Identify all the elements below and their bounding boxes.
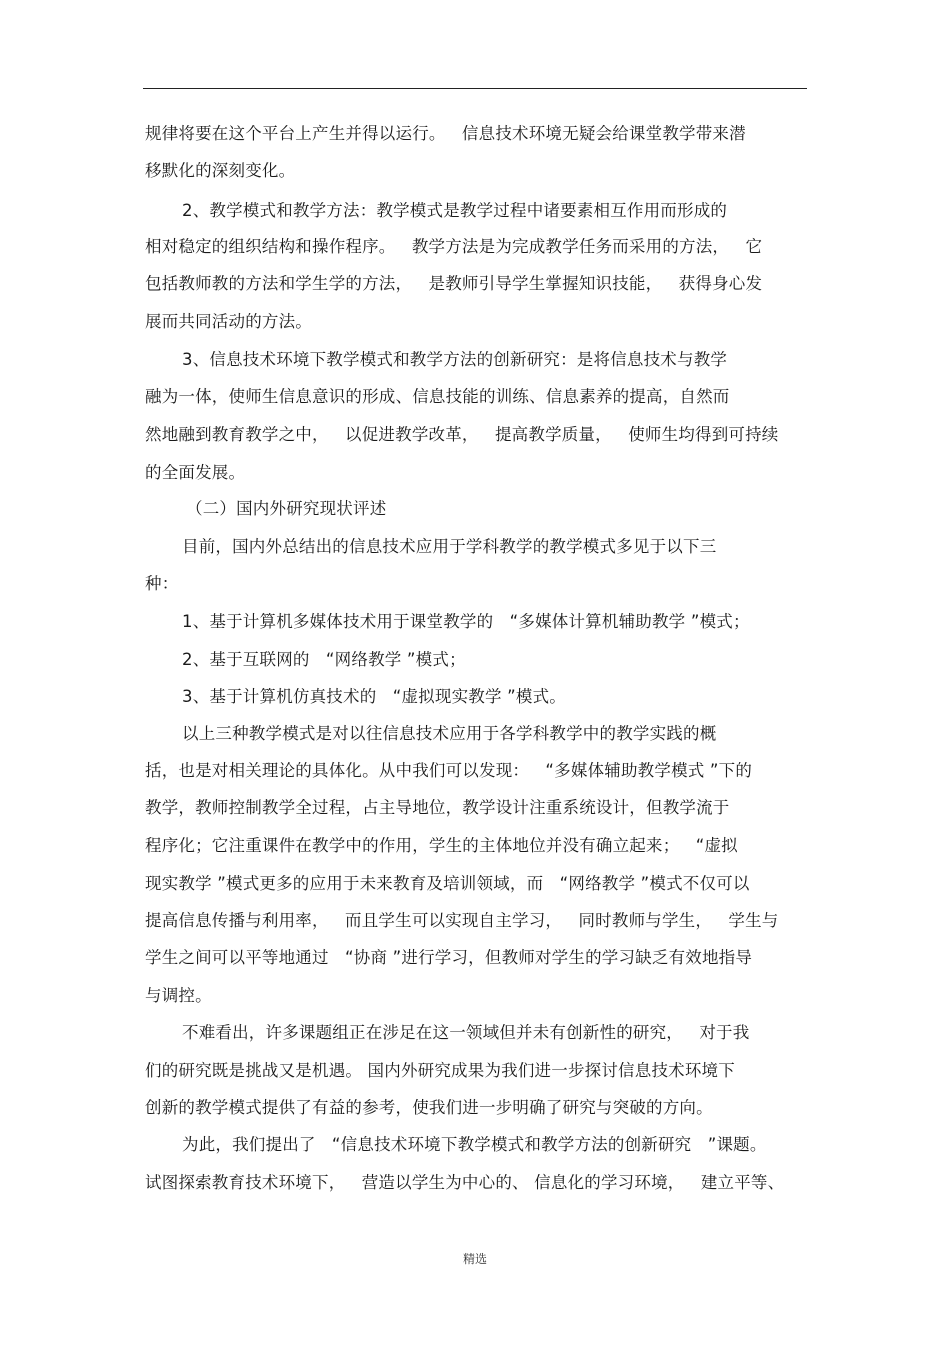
text-line: 与调控。 bbox=[145, 986, 212, 1005]
text-line: 规律将要在这个平台上产生并得以运行。 信息技术环境无疑会给课堂教学带来潜 bbox=[145, 124, 746, 143]
header-rule bbox=[143, 88, 807, 89]
section-heading: （二）国内外研究现状评述 bbox=[186, 499, 387, 518]
text-line: 提高信息传播与利用率， 而且学生可以实现自主学习， 同时教师与学生， 学生与 bbox=[145, 911, 779, 930]
text-line: 种： bbox=[145, 574, 179, 593]
text-line: 相对稳定的组织结构和操作程序。 教学方法是为完成教学任务而采用的方法， 它 bbox=[145, 237, 763, 256]
text-line: 们的研究既是挑战又是机遇。 国内外研究成果为我们进一步探讨信息技术环境下 bbox=[145, 1061, 735, 1080]
list-item: 1、基于计算机多媒体技术用于课堂教学的 “多媒体计算机辅助教学 ”模式； bbox=[182, 612, 750, 631]
page-footer: 精选 bbox=[462, 1252, 487, 1266]
list-item: 3、基于计算机仿真技术的 “虚拟现实教学 ”模式。 bbox=[182, 687, 566, 706]
text-line: 为此，我们提出了 “信息技术环境下教学模式和教学方法的创新研究 ”课题。 bbox=[182, 1135, 767, 1154]
text-line: 创新的教学模式提供了有益的参考，使我们进一步明确了研究与突破的方向。 bbox=[145, 1098, 713, 1117]
text-line: 试图探索教育技术环境下， 营造以学生为中心的、 信息化的学习环境， 建立平等、 bbox=[145, 1173, 785, 1192]
text-line: 学生之间可以平等地通过 “协商 ”进行学习，但教师对学生的学习缺乏有效地指导 bbox=[145, 948, 753, 967]
text-line: 不难看出，许多课题组正在涉足在这一领域但并未有创新性的研究， 对于我 bbox=[182, 1023, 750, 1042]
text-line: 3、信息技术环境下教学模式和教学方法的创新研究：是将信息技术与教学 bbox=[182, 350, 728, 369]
text-line: 程序化；它注重课件在教学中的作用，学生的主体地位并没有确立起来； “虚拟 bbox=[145, 836, 738, 855]
list-item: 2、基于互联网的 “网络教学 ”模式； bbox=[182, 650, 466, 669]
text-line: 展而共同活动的方法。 bbox=[145, 312, 312, 331]
text-line: 以上三种教学模式是对以往信息技术应用于各学科教学中的教学实践的概 bbox=[182, 724, 717, 743]
text-line: 然地融到教育教学之中， 以促进教学改革， 提高教学质量， 使师生均得到可持续 bbox=[145, 425, 779, 444]
text-line: 融为一体，使师生信息意识的形成、信息技能的训练、信息素养的提高，自然而 bbox=[145, 387, 730, 406]
text-line: 移默化的深刻变化。 bbox=[145, 161, 296, 180]
text-line: 括，也是对相关理论的具体化。从中我们可以发现： “多媒体辅助教学模式 ”下的 bbox=[145, 761, 753, 780]
text-line: 的全面发展。 bbox=[145, 463, 246, 482]
text-line: 现实教学 ”模式更多的应用于未来教育及培训领域，而 “网络教学 ”模式不仅可以 bbox=[145, 874, 750, 893]
text-line: 教学，教师控制教学全过程，占主导地位，教学设计注重系统设计，但教学流于 bbox=[145, 798, 730, 817]
text-line: 目前，国内外总结出的信息技术应用于学科教学的教学模式多见于以下三 bbox=[182, 537, 717, 556]
text-line: 包括教师教的方法和学生学的方法， 是教师引导学生掌握知识技能， 获得身心发 bbox=[145, 274, 763, 293]
text-line: 2、教学模式和教学方法：教学模式是教学过程中诸要素相互作用而形成的 bbox=[182, 201, 728, 220]
